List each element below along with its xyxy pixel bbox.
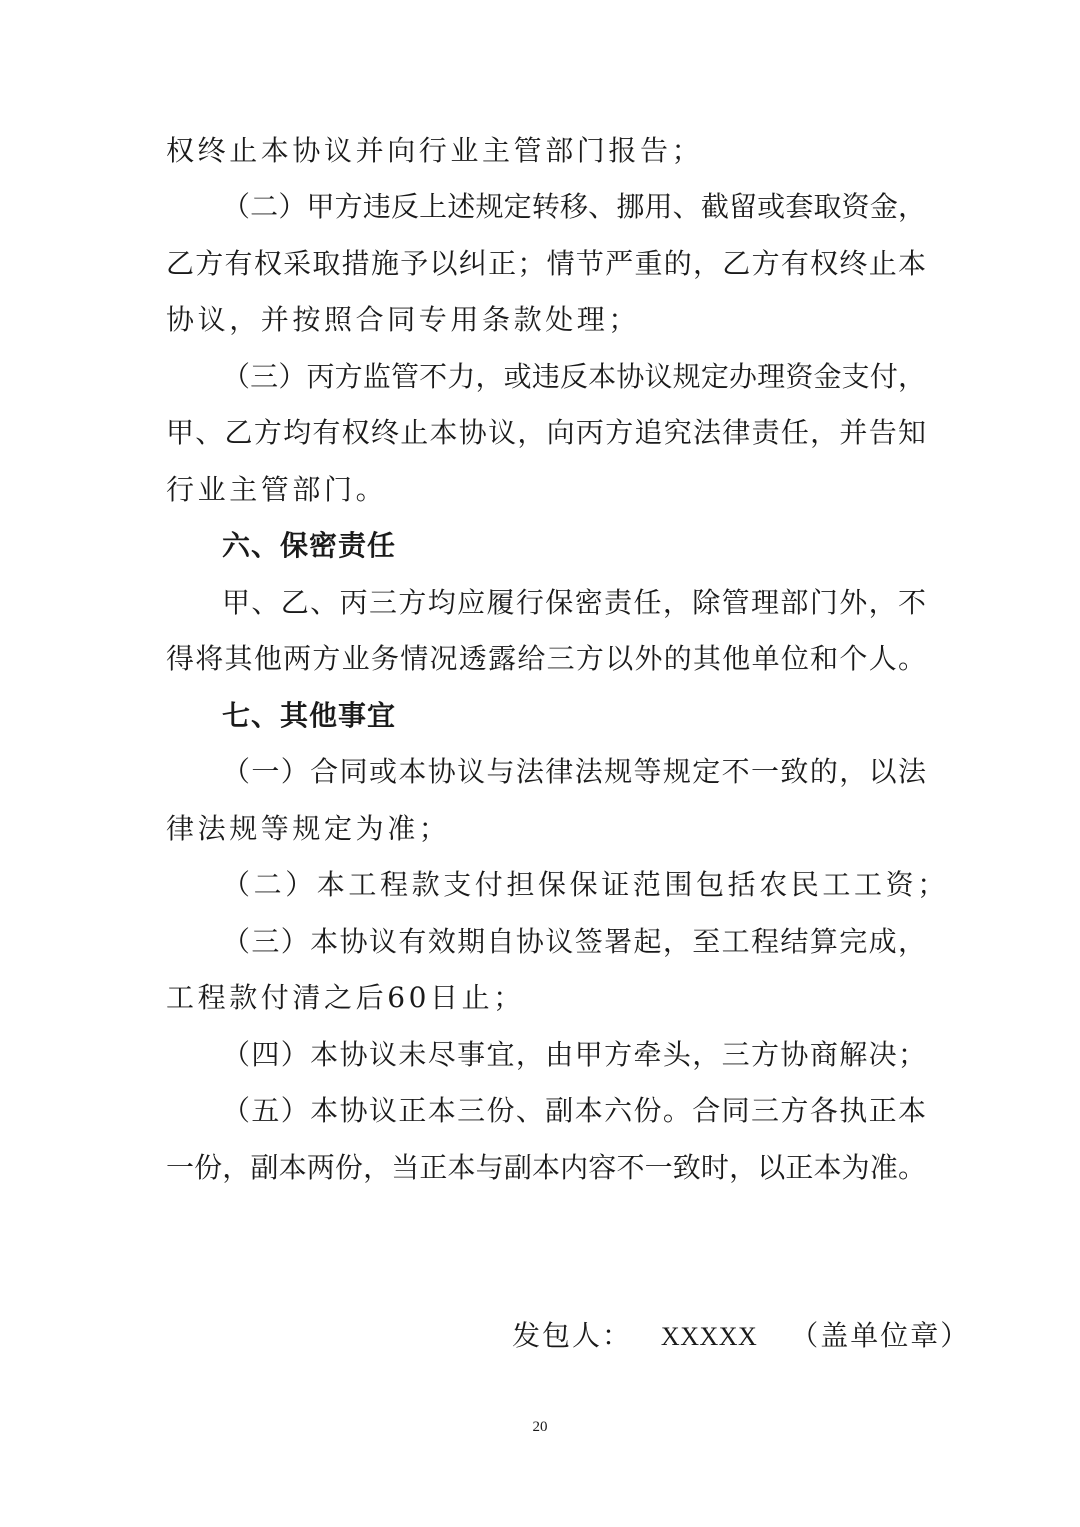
other-item-2: （二）本工程款支付担保保证范围包括农民工工资；	[222, 868, 949, 901]
confidentiality-line-1: 甲、乙、丙三方均应履行保密责任，除管理部门外，不	[222, 586, 926, 619]
other-item-4: （四）本协议未尽事宜，由甲方牵头，三方协商解决；	[222, 1038, 926, 1071]
signature-label: 发包人：	[512, 1319, 633, 1352]
section-heading-confidentiality: 六、保密责任	[222, 529, 397, 562]
other-item-5-line-2: 一份，副本两份，当正本与副本内容不一致时，以正本为准。	[166, 1151, 926, 1184]
signature-seal-note: （盖单位章）	[790, 1319, 971, 1352]
clause-2-3-line-1: （三）丙方监管不力，或违反本协议规定办理资金支付，	[222, 360, 926, 393]
other-item-1-line-1: （一）合同或本协议与法律法规等规定不一致的，以法	[222, 755, 926, 788]
clause-2-2-line-3: 协议，并按照合同专用条款处理；	[166, 303, 641, 336]
clause-2-3-line-3: 行业主管部门。	[166, 473, 388, 506]
clause-2-2-line-1: （二）甲方违反上述规定转移、挪用、截留或套取资金，	[222, 190, 926, 223]
confidentiality-line-2: 得将其他两方业务情况透露给三方以外的其他单位和个人。	[166, 642, 926, 675]
other-item-5-line-1: （五）本协议正本三份、副本六份。合同三方各执正本	[222, 1094, 926, 1127]
other-item-3-line-2: 工程款付清之后60日止；	[166, 981, 525, 1014]
clause-2-3-line-2: 甲、乙方均有权终止本协议，向丙方追究法律责任，并告知	[166, 416, 926, 449]
other-item-3-line-1: （三）本协议有效期自协议签署起，至工程结算完成，	[222, 925, 926, 958]
section-heading-other-matters: 七、其他事宜	[222, 699, 397, 732]
page-number: 20	[532, 1419, 548, 1435]
signature-name: XXXXX	[660, 1322, 758, 1351]
text-line-1: 权终止本协议并向行业主管部门报告；	[166, 134, 704, 167]
signature-block	[512, 1318, 971, 1355]
clause-2-2-line-2: 乙方有权采取措施予以纠正；情节严重的，乙方有权终止本	[166, 247, 926, 280]
other-item-1-line-2: 律法规等规定为准；	[166, 812, 451, 845]
